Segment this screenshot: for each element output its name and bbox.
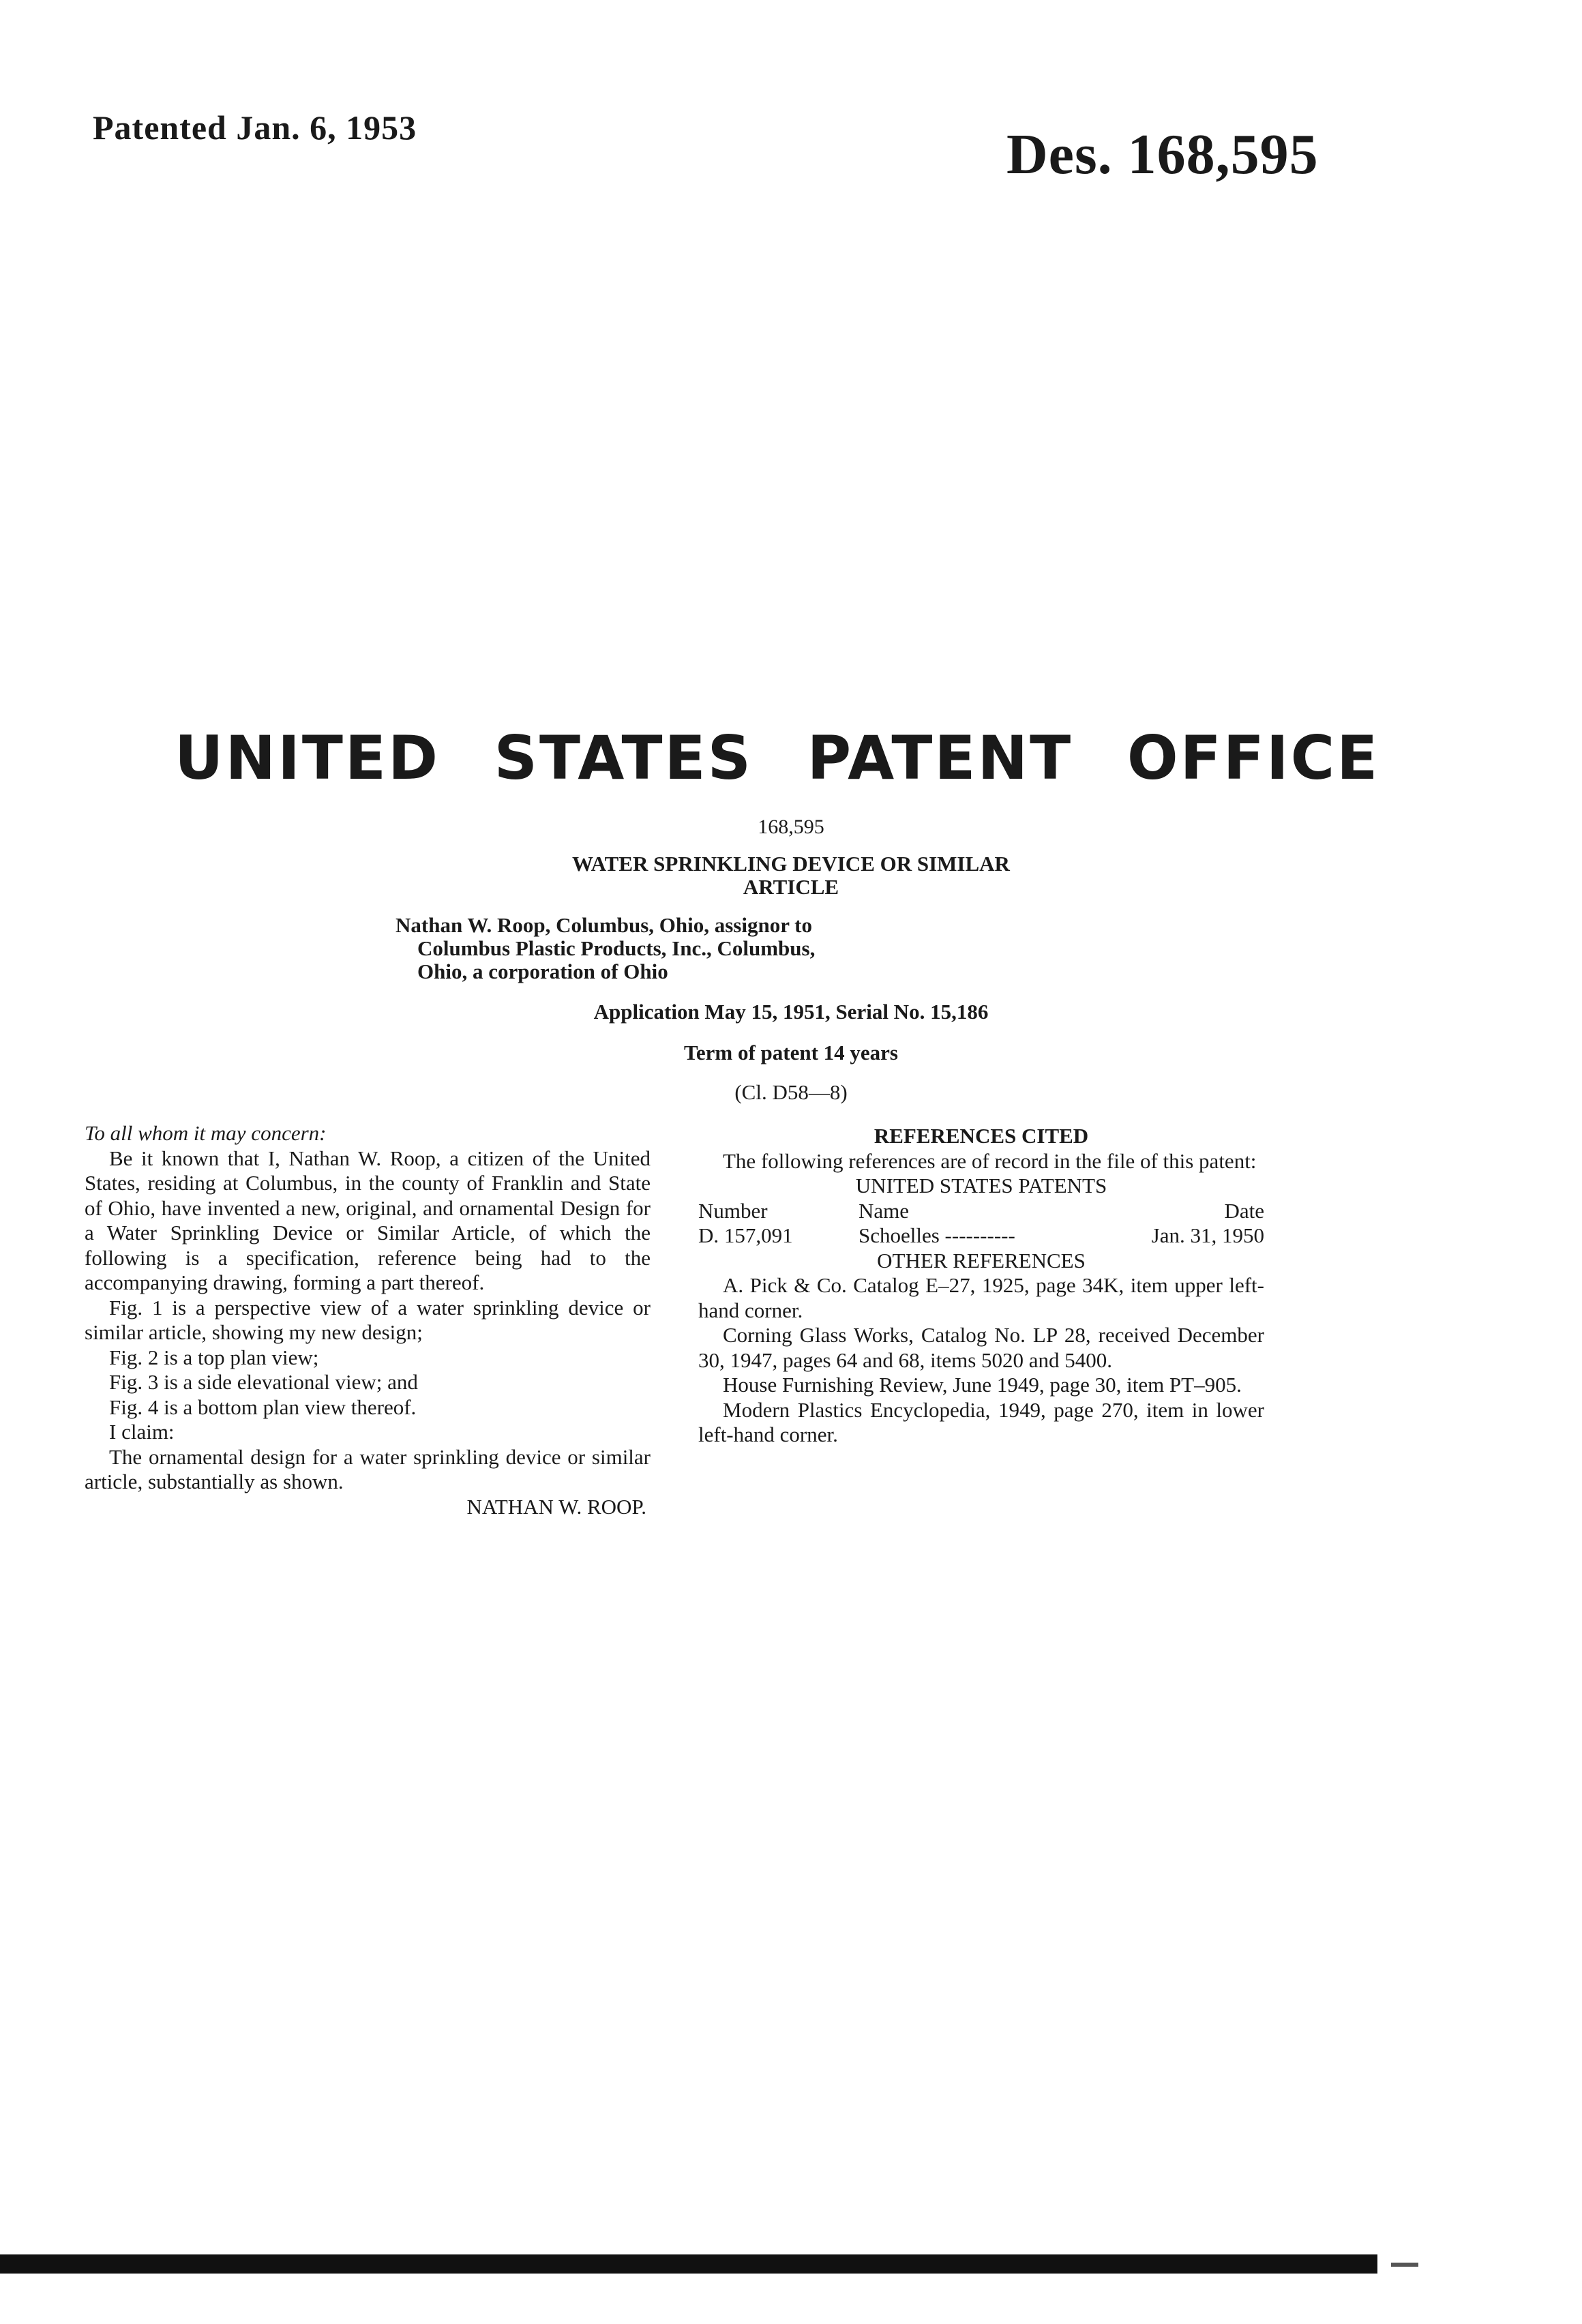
patent-title <box>0 852 1582 899</box>
list-item: A. Pick & Co. Catalog E–27, 1925, page 34K, item upper left-hand corner. <box>698 1273 1264 1322</box>
scan-bottom-mark <box>1391 2263 1418 2267</box>
patent-number: 168,595 <box>758 816 824 838</box>
table-row <box>698 1223 1264 1249</box>
greeting: To all whom it may concern: <box>85 1121 327 1145</box>
specification-column <box>85 1121 651 1519</box>
patent-number-cell: D. 157,091 <box>698 1223 793 1247</box>
scan-bottom-bar <box>0 2254 1377 2274</box>
signature: NATHAN W. ROOP. <box>466 1494 646 1519</box>
claim-intro: I claim: <box>109 1420 175 1444</box>
list-item: House Furnishing Review, June 1949, page 30, item PT–905. <box>723 1373 1242 1397</box>
us-patents-heading: UNITED STATES PATENTS <box>855 1174 1107 1197</box>
claim-text: The ornamental design for a water sprinkling device or similar article, substantially as shown. <box>85 1444 651 1493</box>
classification: (Cl. D58—8) <box>734 1080 848 1104</box>
column-name: Name <box>859 1198 910 1223</box>
patent-name-cell: Schoelles ---------- <box>859 1223 1015 1247</box>
other-references-list <box>698 1273 1264 1448</box>
figure-description: Fig. 3 is a side elevational view; and <box>109 1370 418 1394</box>
references-intro: The following references are of record in the file of this patent: <box>723 1148 1257 1173</box>
list-item: Corning Glass Works, Catalog No. LP 28, received December 30, 1947, pages 64 and 68, items 5020 and 5400. <box>698 1323 1264 1372</box>
intro-paragraph: Be it known that I, Nathan W. Roop, a citizen of the United States, residing at Columbus, in the county of Franklin and State of Ohio, have invented a new, original, and ornamental Design for a Water Sprinkling Device or Similar Article, of which the following is a specification, reference being had to the accompanying drawing, forming a part thereof. <box>85 1146 651 1294</box>
term-line: Term of patent 14 years <box>684 1041 898 1064</box>
references-heading: REFERENCES CITED <box>874 1124 1089 1148</box>
column-date: Date <box>1224 1198 1264 1223</box>
other-references-heading: OTHER REFERENCES <box>877 1248 1086 1272</box>
figure-description: Fig. 2 is a top plan view; <box>109 1345 319 1369</box>
figure-description: Fig. 1 is a perspective view of a water sprinkling device or similar article, showing my new design; <box>85 1295 651 1344</box>
inventor-line: Ohio, a corporation of Ohio <box>417 959 668 983</box>
design-number: Des. 168,595 <box>1006 123 1319 186</box>
application-line: Application May 15, 1951, Serial No. 15,186 <box>593 1000 989 1024</box>
title-line: ARTICLE <box>743 875 839 899</box>
table-header <box>698 1199 1264 1224</box>
inventor-block <box>395 914 996 983</box>
references-column <box>698 1124 1264 1448</box>
patented-date: Patented Jan. 6, 1953 <box>93 108 417 147</box>
figure-description: Fig. 4 is a bottom plan view thereof. <box>109 1395 417 1419</box>
inventor-line: Nathan W. Roop, Columbus, Ohio, assignor to <box>395 913 812 937</box>
patent-date-cell: Jan. 31, 1950 <box>1151 1223 1264 1247</box>
column-number: Number <box>698 1198 768 1223</box>
list-item: Modern Plastics Encyclopedia, 1949, page 270, item in lower left-hand corner. <box>698 1397 1264 1446</box>
office-heading: UNITED STATES PATENT OFFICE <box>175 723 1380 793</box>
inventor-line: Columbus Plastic Products, Inc., Columbus, <box>417 936 816 960</box>
title-line: WATER SPRINKLING DEVICE OR SIMILAR <box>572 852 1010 876</box>
